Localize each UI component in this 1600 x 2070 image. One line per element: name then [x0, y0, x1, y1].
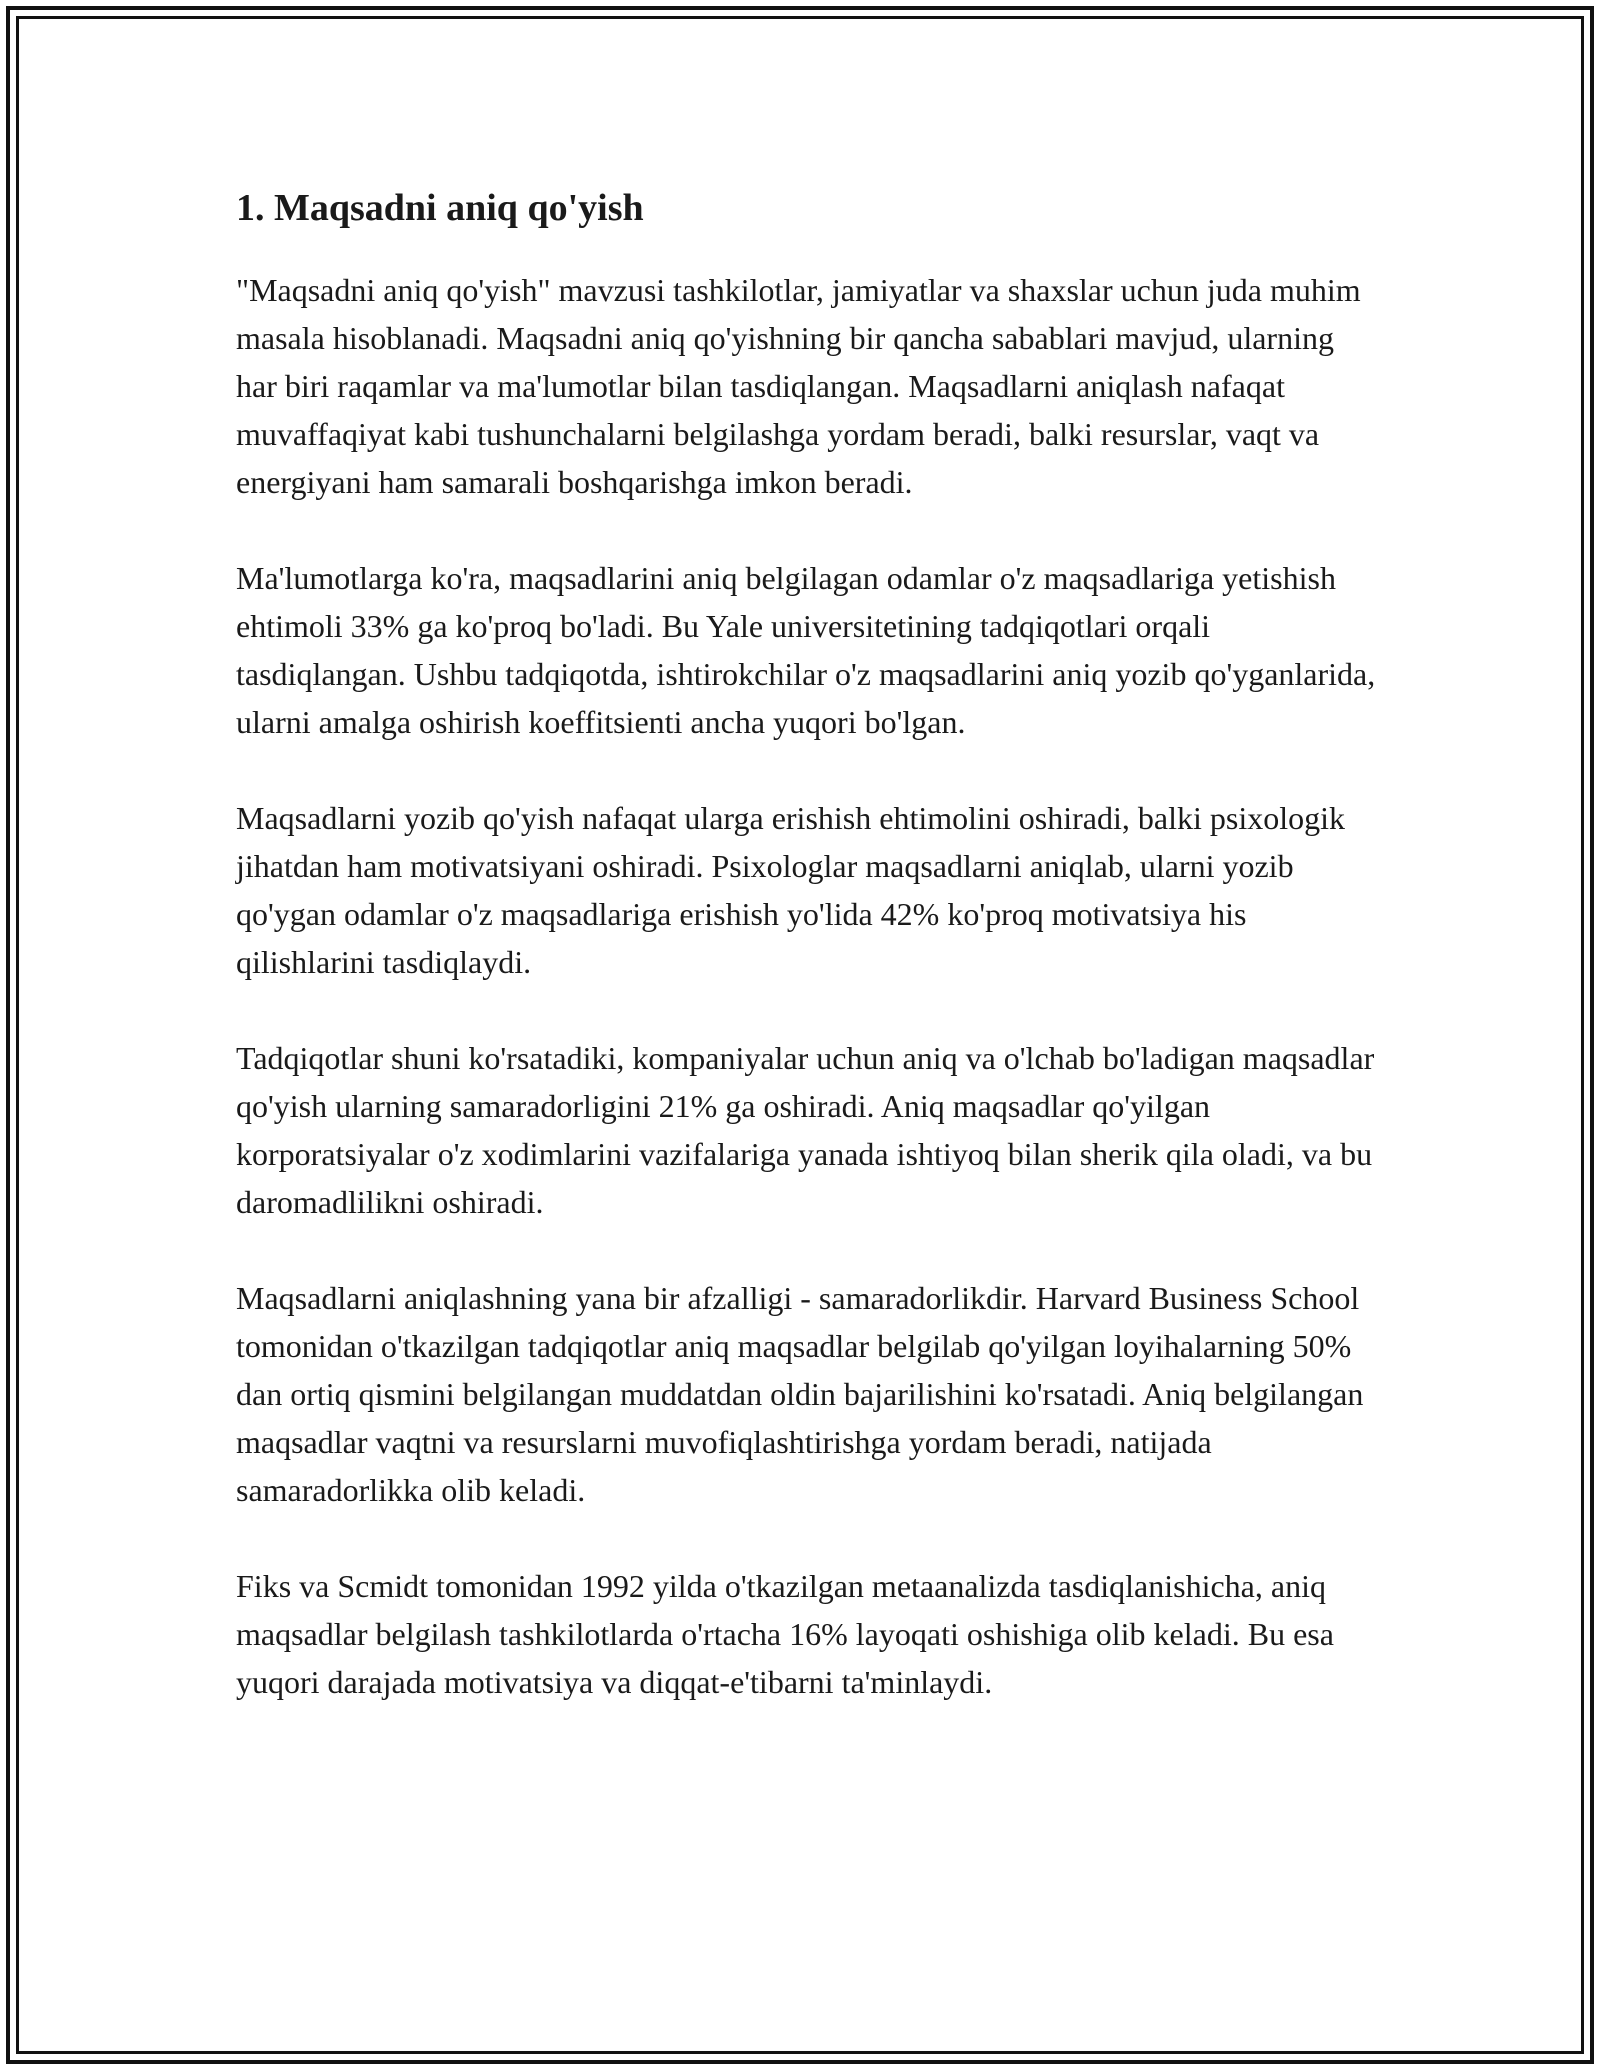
- section-title: 1. Maqsadni aniq qo'yish: [236, 187, 644, 229]
- paragraph-harvard: Maqsadlarni aniqlashning yana bir afzalligi - samaradorlikdir. Harvard Business School tomonidan o'tkazilgan tadqiqotlar aniq maqsadlar belgilab qo'yilgan loyihalarning 50% dan ortiq qismini belgilangan muddatdan oldin bajarilishini ko'rsatadi. Aniq belgilangan maqsadlar vaqtni va resurslarni muvofiqlashtirishga yordam beradi, natijada samaradorlikka olib keladi.: [236, 1279, 1364, 1508]
- paragraph-motivation: Maqsadlarni yozib qo'yish nafaqat ularga erishish ehtimolini oshiradi, balki psixologik jihatdan ham motivatsiyani oshiradi. Psixologlar maqsadlarni aniqlab, ularni yozib qo'ygan odamlar o'z maqsadlariga erishish yo'lida 42% ko'proq motivatsiya his qilishlarini tasdiqlaydi.: [236, 799, 1345, 980]
- paragraph-yale-study: Ma'lumotlarga ko'ra, maqsadlarini aniq belgilagan odamlar o'z maqsadlariga yetishish ehtimoli 33% ga ko'proq bo'ladi. Bu Yale universitetining tadqiqotlari orqali tasdiqlangan. Ushbu tadqiqotda, ishtirokchilar o'z maqsadlarini aniq yozib qo'yganlarida, ularni amalga oshirish koeffitsienti ancha yuqori bo'lgan.: [236, 559, 1376, 740]
- paragraph-metaanalysis: Fiks va Scmidt tomonidan 1992 yilda o'tkazilgan metaanalizda tasdiqlanishicha, aniq maqsadlar belgilash tashkilotlarda o'rtacha 16% layoqati oshishiga olib keladi. Bu esa yuqori darajada motivatsiya va diqqat-e'tibarni ta'minlaydi.: [236, 1567, 1334, 1700]
- paragraph-companies: Tadqiqotlar shuni ko'rsatadiki, kompaniyalar uchun aniq va o'lchab bo'ladigan maqsadlar qo'yish ularning samaradorligini 21% ga oshiradi. Aniq maqsadlar qo'yilgan korporatsiyalar o'z xodimlarini vazifalariga yanada ishtiyoq bilan sherik qila oladi, va bu daromadlilikni oshiradi.: [236, 1039, 1375, 1220]
- paragraph-intro: "Maqsadni aniq qo'yish" mavzusi tashkilotlar, jamiyatlar va shaxslar uchun juda muhim masala hisoblanadi. Maqsadni aniq qo'yishning bir qancha sabablari mavjud, ularning har biri raqamlar va ma'lumotlar bilan tasdiqlangan. Maqsadlarni aniqlash nafaqat muvaffaqiyat kabi tushunchalarni belgilashga yordam beradi, balki resurslar, vaqt va energiyani ham samarali boshqarishga imkon beradi.: [236, 271, 1361, 500]
- document-body: [236, 186, 1376, 1706]
